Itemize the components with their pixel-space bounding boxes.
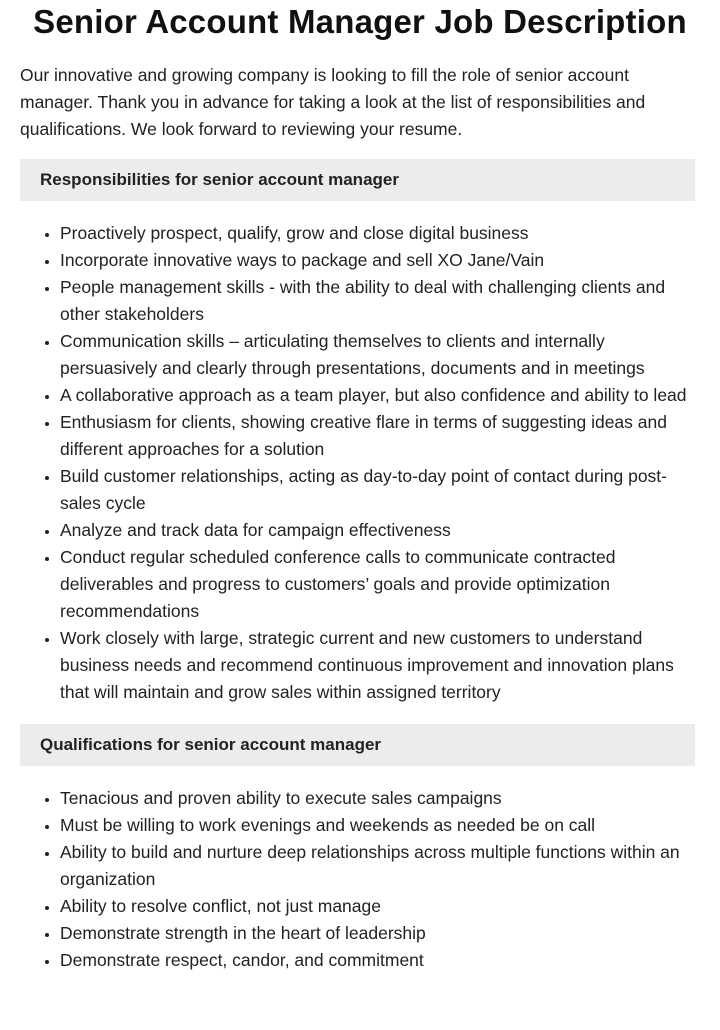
responsibility-item: • Conduct regular scheduled conference calls to communicate contracted deliverables and progress to customers’ goals and provide optimization recommendations: [60, 544, 700, 625]
qualification-item: • Tenacious and proven ability to execute sales campaigns: [60, 785, 700, 812]
page-title: Senior Account Manager Job Description: [33, 3, 687, 40]
responsibility-item: • Incorporate innovative ways to package and sell XO Jane/Vain: [60, 247, 700, 274]
responsibilities-heading: Responsibilities for senior account manager: [20, 159, 695, 201]
qualification-item: • Ability to build and nurture deep relationships across multiple functions within an organization: [60, 839, 700, 893]
responsibility-item: • Communication skills – articulating themselves to clients and internally persuasively and clearly through presentations, documents and in meetings: [60, 328, 700, 382]
qualification-item: • Ability to resolve conflict, not just manage: [60, 893, 700, 920]
responsibility-item: • People management skills - with the ability to deal with challenging clients and other stakeholders: [60, 274, 700, 328]
qualification-item: • Demonstrate strength in the heart of leadership: [60, 920, 700, 947]
responsibility-item: • Proactively prospect, qualify, grow and close digital business: [60, 220, 700, 247]
responsibility-item: • Enthusiasm for clients, showing creative flare in terms of suggesting ideas and different approaches for a solution: [60, 409, 700, 463]
responsibility-item: • Work closely with large, strategic current and new customers to understand business needs and recommend continuous improvement and innovation plans that will maintain and grow sales within assigned territory: [60, 625, 700, 706]
qualification-item: • Demonstrate respect, candor, and commitment: [60, 947, 700, 974]
qualification-item: • Must be willing to work evenings and weekends as needed be on call: [60, 812, 700, 839]
responsibility-item: • Build customer relationships, acting as day-to-day point of contact during post-sales cycle: [60, 463, 700, 517]
responsibilities-list: [20, 220, 700, 706]
qualifications-heading: Qualifications for senior account manager: [20, 724, 695, 766]
responsibility-item: • A collaborative approach as a team player, but also confidence and ability to lead: [60, 382, 700, 409]
responsibility-item: • Analyze and track data for campaign effectiveness: [60, 517, 700, 544]
intro-paragraph: Our innovative and growing company is looking to fill the role of senior account manager. Thank you in advance for taking a look at the list of responsibilities and qualifications. We look forward to reviewing your resume.: [20, 65, 646, 139]
qualifications-list: [20, 785, 700, 974]
